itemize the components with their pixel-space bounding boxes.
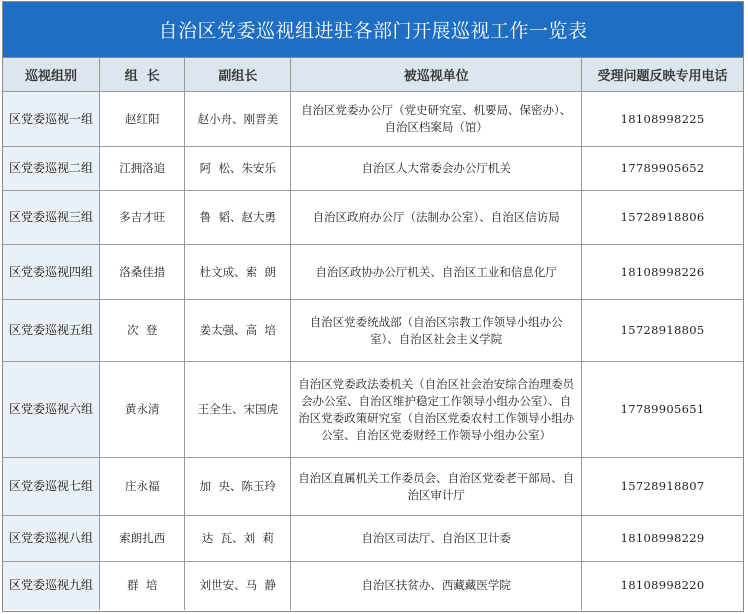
deputy-cell: 鲁 韬、赵大勇	[185, 191, 291, 245]
table-row	[3, 458, 743, 516]
deputy-cell: 达 瓦、刘 莉	[185, 516, 291, 562]
leader-cell: 江拥洛追	[100, 147, 185, 191]
table-row	[3, 562, 743, 610]
units-cell: 自治区直属机关工作委员会、自治区党委老干部局、自治区审计厅	[291, 458, 582, 516]
leader-cell: 洛桑佳措	[100, 245, 185, 300]
column-header-deputy: 副组长	[185, 58, 291, 92]
leader-cell: 庄永福	[100, 458, 185, 516]
leader-cell: 多吉才旺	[100, 191, 185, 245]
deputy-cell: 赵小舟、刚晋美	[185, 92, 291, 147]
units-cell: 自治区党委统战部（自治区宗教工作领导小组办公室）、自治区社会主义学院	[291, 300, 582, 362]
units-cell: 自治区政协办公厅机关、自治区工业和信息化厅	[291, 245, 582, 300]
table-row	[3, 516, 743, 562]
table-row	[3, 92, 743, 147]
header-row	[3, 58, 743, 92]
group-cell: 区党委巡视七组	[3, 458, 100, 516]
deputy-cell: 刘世安、马 静	[185, 562, 291, 610]
phone-cell: 18108998226	[582, 245, 743, 300]
group-cell: 区党委巡视五组	[3, 300, 100, 362]
inspection-table	[3, 58, 743, 610]
leader-cell: 索朗扎西	[100, 516, 185, 562]
column-header-leader: 组 长	[100, 58, 185, 92]
column-header-group: 巡视组别	[3, 58, 100, 92]
table-container	[2, 1, 744, 612]
units-cell: 自治区党委办公厅（党史研究室、机要局、保密办）、自治区档案局（馆）	[291, 92, 582, 147]
group-cell: 区党委巡视三组	[3, 191, 100, 245]
table-title: 自治区党委巡视组进驻各部门开展巡视工作一览表	[158, 20, 588, 42]
table-row	[3, 191, 743, 245]
phone-cell: 18108998229	[582, 516, 743, 562]
deputy-cell: 姜太强、高 培	[185, 300, 291, 362]
deputy-cell: 杜文成、索 朗	[185, 245, 291, 300]
table-row	[3, 300, 743, 362]
table-body	[3, 92, 743, 610]
phone-cell: 18108998225	[582, 92, 743, 147]
group-cell: 区党委巡视九组	[3, 562, 100, 610]
units-cell: 自治区人大常委会办公厅机关	[291, 147, 582, 191]
leader-cell: 群 培	[100, 562, 185, 610]
group-cell: 区党委巡视二组	[3, 147, 100, 191]
units-cell: 自治区扶贫办、西藏藏医学院	[291, 562, 582, 610]
table-row	[3, 245, 743, 300]
group-cell: 区党委巡视一组	[3, 92, 100, 147]
phone-cell: 18108998220	[582, 562, 743, 610]
group-cell: 区党委巡视四组	[3, 245, 100, 300]
column-header-phone: 受理问题反映专用电话	[582, 58, 743, 92]
table-row	[3, 147, 743, 191]
table-row	[3, 362, 743, 458]
units-cell: 自治区政府办公厅（法制办公室）、自治区信访局	[291, 191, 582, 245]
deputy-cell: 王全生、宋国虎	[185, 362, 291, 458]
phone-cell: 17789905652	[582, 147, 743, 191]
units-cell: 自治区司法厅、自治区卫计委	[291, 516, 582, 562]
leader-cell: 次 登	[100, 300, 185, 362]
phone-cell: 15728918807	[582, 458, 743, 516]
title-bar	[3, 2, 743, 58]
column-header-units: 被巡视单位	[291, 58, 582, 92]
leader-cell: 赵红阳	[100, 92, 185, 147]
phone-cell: 17789905651	[582, 362, 743, 458]
leader-cell: 黄永清	[100, 362, 185, 458]
group-cell: 区党委巡视六组	[3, 362, 100, 458]
deputy-cell: 阿 松、朱安乐	[185, 147, 291, 191]
phone-cell: 15728918806	[582, 191, 743, 245]
units-cell: 自治区党委政法委机关（自治区社会治安综合治理委员会办公室、自治区维护稳定工作领导小组办公室）、自治区党委政策研究室（自治区党委农村工作领导小组办公室、自治区党委财经工作领导小组办公室）	[291, 362, 582, 458]
group-cell: 区党委巡视八组	[3, 516, 100, 562]
deputy-cell: 加 央、陈玉玲	[185, 458, 291, 516]
phone-cell: 15728918805	[582, 300, 743, 362]
